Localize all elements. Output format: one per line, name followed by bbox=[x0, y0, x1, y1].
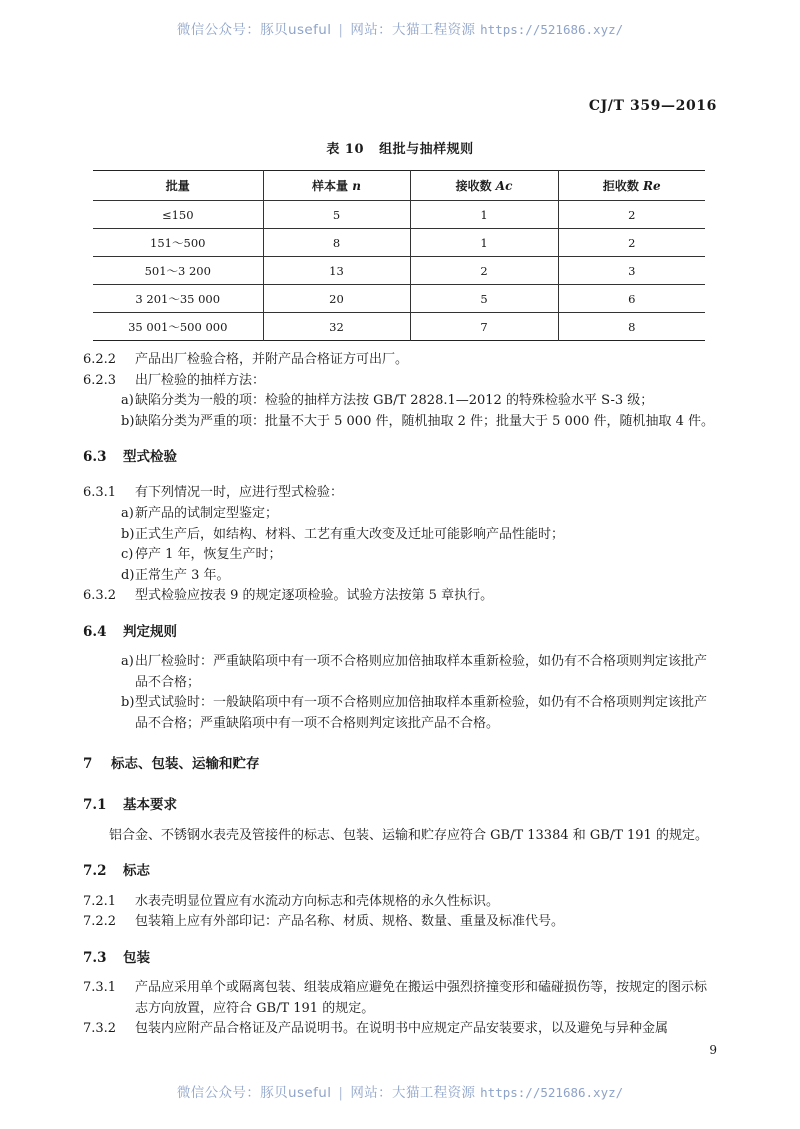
list-marker: a) bbox=[121, 653, 134, 669]
watermark-wechat-label: 微信公众号：豚贝useful bbox=[176, 1085, 332, 1101]
clause-7-3-2-text: 包装内应附产品合格证及产品说明书。在说明书中应规定产品安装要求，以及避免与异种金属 bbox=[135, 1021, 669, 1037]
heading-7-3-number: 7.3 bbox=[83, 949, 107, 966]
column-header-reject-symbol: Re bbox=[643, 179, 661, 193]
cell-accept: 7 bbox=[410, 313, 558, 341]
list-item bbox=[83, 545, 717, 566]
clause-6-2-2-number: 6.2.2 bbox=[83, 352, 117, 367]
cell-sample: 8 bbox=[263, 229, 410, 257]
table-row bbox=[93, 257, 705, 285]
watermark-wechat-label: 微信公众号：豚贝useful bbox=[176, 22, 332, 38]
list-item-text: 出厂检验时：严重缺陷项中有一项不合格则应加倍抽取样本重新检验，如仍有不合格项则判定该批产品不合格； bbox=[135, 653, 708, 690]
page-content bbox=[83, 138, 717, 1040]
clause-6-2-3-text: 出厂检验的抽样方法： bbox=[135, 372, 266, 388]
clause-6-2-3-number: 6.2.3 bbox=[83, 372, 117, 388]
list-marker: c) bbox=[121, 547, 134, 563]
heading-7-title: 标志、包装、运输和贮存 bbox=[111, 756, 260, 773]
list-item bbox=[83, 525, 717, 546]
table-body bbox=[93, 201, 705, 341]
table-caption bbox=[83, 138, 717, 157]
clause-6-2-2-text: 产品出厂检验合格，并附产品合格证方可出厂。 bbox=[135, 352, 409, 367]
watermark-separator: | bbox=[338, 22, 344, 38]
heading-7-2-number: 7.2 bbox=[83, 863, 107, 880]
heading-6-3-title: 型式检验 bbox=[123, 449, 177, 466]
column-header-reject bbox=[558, 171, 705, 201]
cell-sample: 32 bbox=[263, 313, 410, 341]
column-header-reject-text: 拒收数 bbox=[602, 179, 639, 193]
column-header-sample bbox=[263, 171, 410, 201]
table-caption-number: 10 bbox=[344, 142, 365, 157]
table-caption-title: 组批与抽样规则 bbox=[379, 142, 474, 157]
clause-7-2-1-text: 水表壳明显位置应有水流动方向标志和壳体规格的永久性标识。 bbox=[135, 893, 500, 909]
heading-7-number: 7 bbox=[83, 756, 93, 773]
heading-7-2 bbox=[83, 861, 717, 882]
heading-6-4-number: 6.4 bbox=[83, 623, 107, 640]
list-item-text: 缺陷分类为严重的项：批量不大于 5 000 件，随机抽取 2 件；批量大于 5 000 件，随机抽取 4 件。 bbox=[135, 413, 715, 429]
cell-accept: 1 bbox=[410, 229, 558, 257]
watermark-url: https://521686.xyz/ bbox=[480, 22, 624, 37]
list-marker: a) bbox=[121, 505, 134, 521]
list-item-text: 新产品的试制定型鉴定； bbox=[135, 505, 279, 521]
watermark-top bbox=[0, 18, 800, 38]
clause-7-3-2 bbox=[83, 1019, 717, 1040]
cell-accept: 2 bbox=[410, 257, 558, 285]
cell-lot: 501～3 200 bbox=[144, 263, 211, 278]
sampling-rules-table bbox=[93, 170, 705, 341]
clause-7-2-1-number: 7.2.1 bbox=[83, 893, 117, 909]
cell-reject: 6 bbox=[558, 285, 705, 313]
list-item bbox=[83, 693, 717, 734]
column-header-accept-text: 接收数 bbox=[455, 179, 492, 193]
clause-7-2-2-number: 7.2.2 bbox=[83, 914, 117, 930]
clause-7-2-2-text: 包装箱上应有外部印记：产品名称、材质、规格、数量、重量及标准代号。 bbox=[135, 914, 565, 930]
watermark-site-label: 网站：大猫工程资源 bbox=[350, 1085, 476, 1101]
clause-6-3-1 bbox=[83, 483, 717, 504]
table-row bbox=[93, 201, 705, 229]
list-item bbox=[83, 391, 717, 412]
list-item-text: 型式试验时：一般缺陷项中有一项不合格则应加倍抽取样本重新检验，如仍有不合格项则判定该批产品不合格；严重缺陷项中有一项不合格则判定该批产品不合格。 bbox=[135, 695, 708, 731]
table-caption-label: 表 bbox=[326, 142, 340, 157]
cell-sample: 13 bbox=[263, 257, 410, 285]
list-item-text: 停产 1 年，恢复生产时； bbox=[135, 547, 282, 563]
clause-7-2-1 bbox=[83, 892, 717, 913]
table-row bbox=[93, 229, 705, 257]
watermark-separator: | bbox=[338, 1085, 344, 1101]
clause-6-3-1-text: 有下列情况一时，应进行型式检验： bbox=[135, 485, 344, 501]
list-item-text: 正式生产后，如结构、材料、工艺有重大改变及迁址可能影响产品性能时； bbox=[135, 526, 565, 542]
column-header-sample-symbol: n bbox=[352, 179, 361, 193]
heading-7-1-title: 基本要求 bbox=[123, 797, 177, 814]
cell-accept: 1 bbox=[410, 201, 558, 229]
column-header-lot-text: 批量 bbox=[165, 179, 190, 193]
heading-6-3-number: 6.3 bbox=[83, 449, 107, 466]
clause-6-2-3 bbox=[83, 371, 717, 392]
clause-7-3-1-number: 7.3.1 bbox=[83, 980, 117, 995]
cell-lot: ≤150 bbox=[161, 207, 194, 222]
heading-6-4-title: 判定规则 bbox=[123, 623, 177, 640]
list-marker: b) bbox=[121, 413, 135, 429]
list-item-text: 正常生产 3 年。 bbox=[135, 567, 230, 583]
clause-6-3-2-number: 6.3.2 bbox=[83, 588, 117, 604]
cell-reject: 2 bbox=[558, 229, 705, 257]
heading-7-2-title: 标志 bbox=[123, 863, 150, 880]
column-header-sample-text: 样本量 bbox=[312, 179, 349, 193]
column-header-accept-symbol: Ac bbox=[495, 179, 513, 193]
table-head bbox=[93, 171, 705, 201]
page-number: 9 bbox=[709, 1043, 717, 1057]
list-marker: d) bbox=[121, 567, 135, 583]
watermark-site-label: 网站：大猫工程资源 bbox=[350, 22, 476, 38]
list-marker: a) bbox=[121, 393, 134, 409]
clause-7-3-1 bbox=[83, 978, 717, 1019]
clause-7-1-text: 铝合金、不锈钢水表壳及管接件的标志、包装、运输和贮存应符合 GB/T 13384 和 GB/T 191 的规定。 bbox=[109, 827, 708, 843]
heading-7-1-number: 7.1 bbox=[83, 797, 107, 814]
list-marker: b) bbox=[121, 695, 135, 711]
cell-sample: 5 bbox=[263, 201, 410, 229]
list-item-text: 缺陷分类为一般的项：检验的抽样方法按 GB/T 2828.1—2012 的特殊检验水平 S-3 级； bbox=[135, 393, 654, 409]
cell-reject: 3 bbox=[558, 257, 705, 285]
clause-7-3-1-text: 产品应采用单个或隔离包装、组装成箱应避免在搬运中强烈挤撞变形和磕碰损伤等，按规定的图示标志方向放置，应符合 GB/T 191 的规定。 bbox=[135, 980, 708, 1016]
clause-6-3-2 bbox=[83, 586, 717, 607]
cell-lot: 3 201～35 000 bbox=[135, 291, 221, 306]
table-row bbox=[93, 285, 705, 313]
table-row bbox=[93, 313, 705, 341]
list-item bbox=[83, 652, 717, 693]
clause-6-3-1-number: 6.3.1 bbox=[83, 485, 117, 501]
heading-6-3 bbox=[83, 447, 717, 468]
list-item bbox=[83, 566, 717, 587]
watermark-url: https://521686.xyz/ bbox=[480, 1085, 624, 1100]
body-text bbox=[83, 350, 717, 1040]
clause-6-2-2 bbox=[83, 350, 717, 371]
cell-sample: 20 bbox=[263, 285, 410, 313]
table-header-row bbox=[93, 171, 705, 201]
heading-7-1 bbox=[83, 795, 717, 816]
heading-7 bbox=[83, 754, 717, 775]
cell-accept: 5 bbox=[410, 285, 558, 313]
heading-7-3 bbox=[83, 948, 717, 969]
standard-number: CJ/T 359—2016 bbox=[588, 98, 717, 114]
heading-6-4 bbox=[83, 622, 717, 643]
cell-lot: 35 001～500 000 bbox=[128, 319, 228, 334]
list-item bbox=[83, 412, 717, 433]
clause-6-3-2-text: 型式检验应按表 9 的规定逐项检验。试验方法按第 5 章执行。 bbox=[135, 588, 494, 604]
list-marker: b) bbox=[121, 526, 135, 542]
heading-7-3-title: 包装 bbox=[123, 949, 150, 966]
column-header-accept bbox=[410, 171, 558, 201]
cell-lot: 151～500 bbox=[150, 235, 206, 250]
cell-reject: 8 bbox=[558, 313, 705, 341]
column-header-lot bbox=[93, 171, 263, 201]
cell-reject: 2 bbox=[558, 201, 705, 229]
clause-7-3-2-number: 7.3.2 bbox=[83, 1021, 117, 1037]
clause-7-2-2 bbox=[83, 912, 717, 933]
list-item bbox=[83, 504, 717, 525]
watermark-bottom bbox=[0, 1081, 800, 1101]
